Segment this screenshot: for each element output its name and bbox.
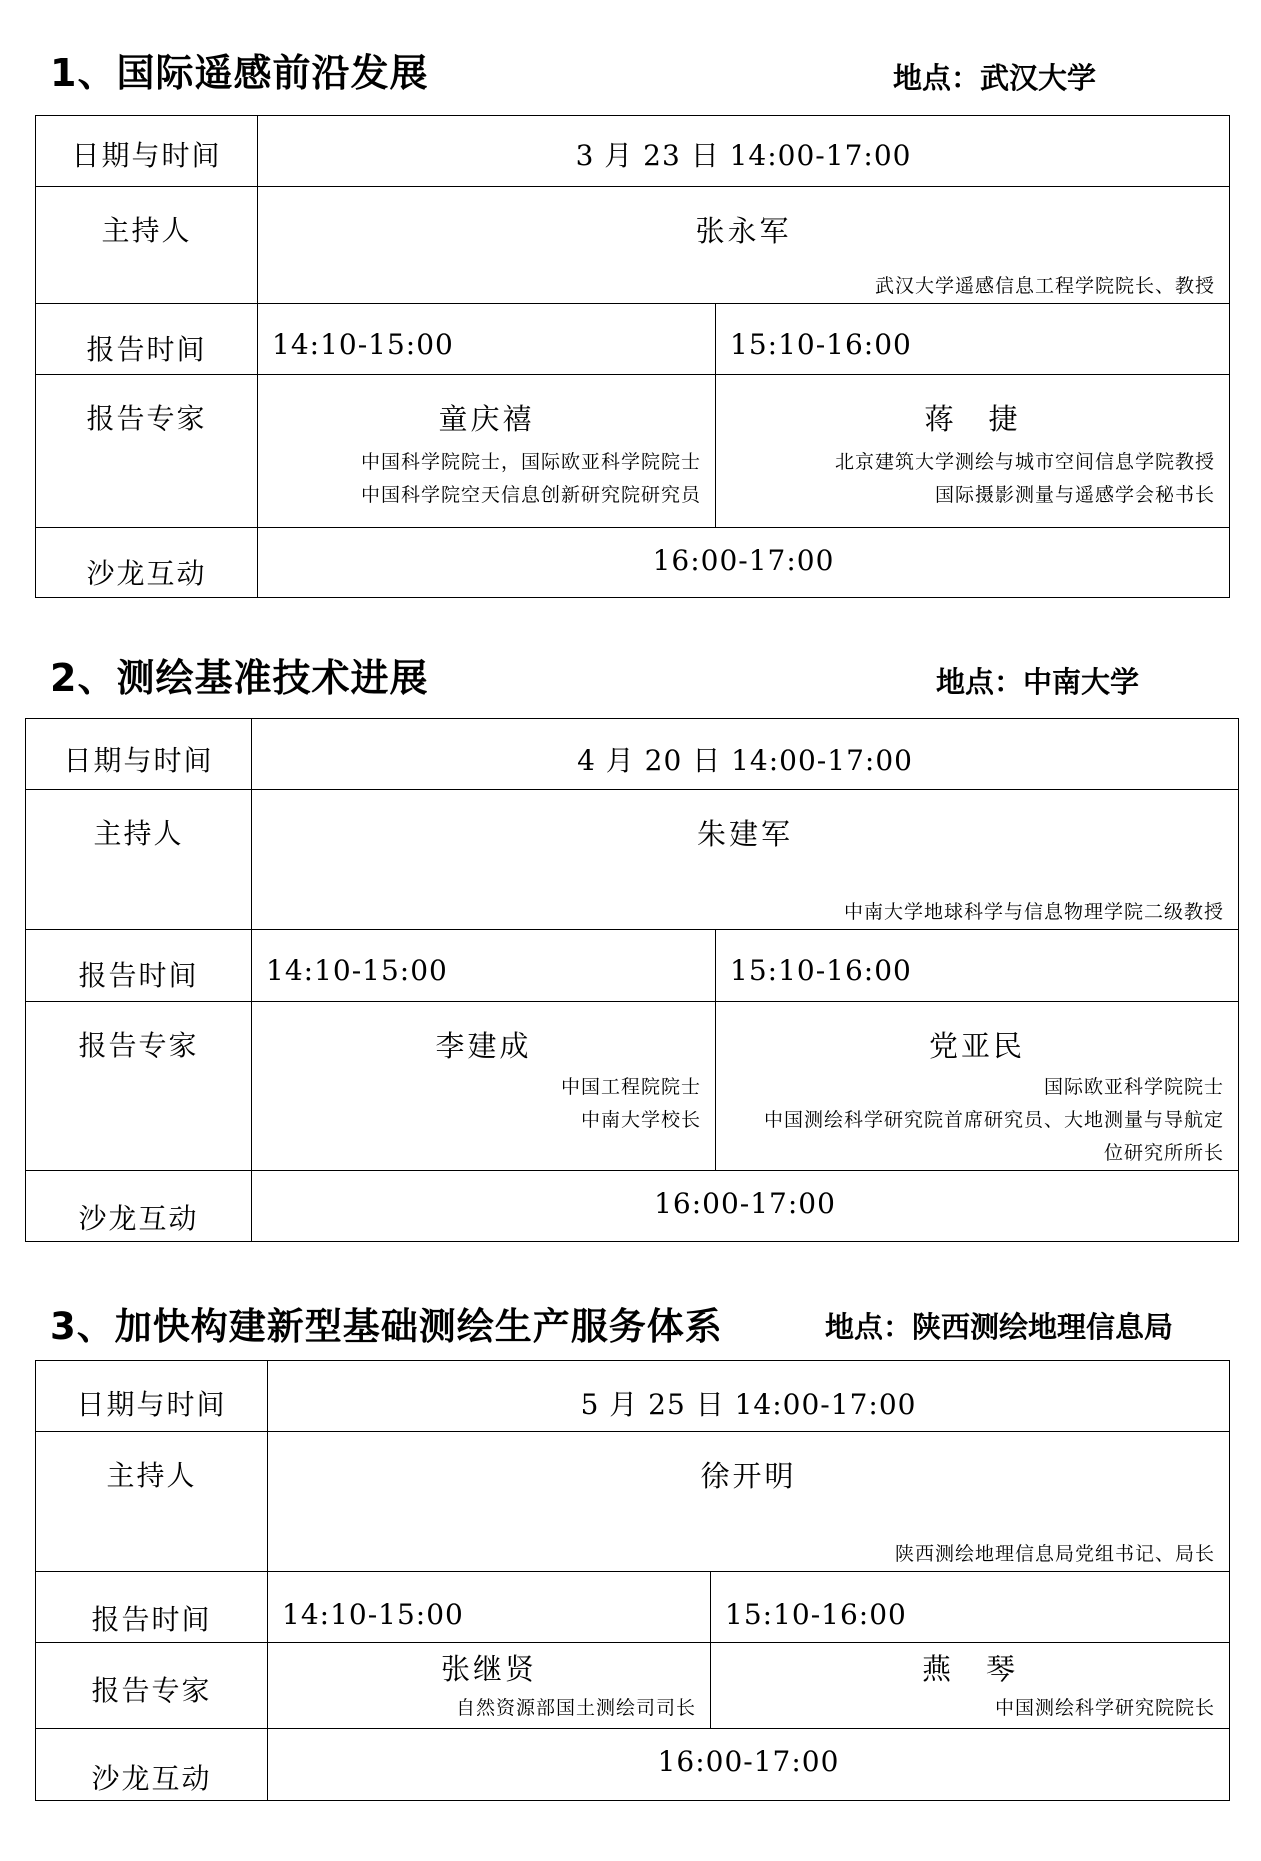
- report-slot-1: 14:10-15:00: [266, 954, 448, 987]
- date-label: 日期与时间: [76, 1388, 227, 1421]
- date-time-value: 5 月 25 日 14:00-17:00: [580, 1388, 917, 1421]
- section-2-table: [25, 718, 1239, 1242]
- expert-1-cell: [252, 1002, 716, 1171]
- section-3-location: 地点：陕西测绘地理信息局: [825, 1310, 1174, 1344]
- date-label-cell: [36, 116, 258, 187]
- report-time-label: 报告时间: [86, 333, 207, 366]
- report-time-label: 报告时间: [91, 1603, 212, 1636]
- section-2-location: 地点：中南大学: [936, 665, 1140, 699]
- host-label-cell: [36, 1432, 268, 1572]
- expert-1-affiliation: 中南大学校长: [580, 1109, 701, 1131]
- slot-1-cell: [258, 304, 716, 375]
- expert-2-affiliation: 国际摄影测量与遥感学会秘书长: [935, 484, 1216, 506]
- host-affiliation: 中南大学地球科学与信息物理学院二级教授: [844, 901, 1225, 923]
- salon-value-cell: [268, 1729, 1230, 1801]
- date-label: 日期与时间: [71, 139, 222, 172]
- experts-label-cell: [26, 1002, 252, 1171]
- date-value-cell: [252, 719, 1239, 790]
- expert-1-name: 李建成: [435, 1029, 532, 1063]
- slot-2-cell: [711, 1572, 1230, 1643]
- section-3-heading: 3、加快构建新型基础测绘生产服务体系: [50, 1305, 723, 1348]
- experts-label: 报告专家: [78, 1029, 199, 1062]
- slot-1-cell: [268, 1572, 711, 1643]
- slot-2-cell: [716, 304, 1230, 375]
- salon-label: 沙龙互动: [91, 1762, 212, 1795]
- host-name: 徐开明: [700, 1459, 797, 1493]
- host-value-cell: [252, 790, 1239, 930]
- expert-2-affiliation: 北京建筑大学测绘与城市空间信息学院教授: [835, 451, 1216, 473]
- report-slot-2: 15:10-16:00: [730, 954, 912, 987]
- host-name: 朱建军: [697, 817, 794, 851]
- expert-2-name: 党亚民: [929, 1029, 1026, 1063]
- expert-2-cell: [716, 1002, 1239, 1171]
- salon-time: 16:00-17:00: [652, 544, 835, 577]
- host-affiliation: 陕西测绘地理信息局党组书记、局长: [895, 1543, 1216, 1565]
- date-value-cell: [258, 116, 1230, 187]
- host-label: 主持人: [101, 214, 192, 247]
- date-label-cell: [36, 1361, 268, 1432]
- expert-1-affiliation: 中国工程院院士: [560, 1076, 701, 1098]
- expert-1-cell: [268, 1643, 711, 1729]
- section-3-table: [35, 1360, 1230, 1801]
- salon-label-cell: [36, 528, 258, 598]
- report-time-label-cell: [36, 304, 258, 375]
- expert-1-affiliation: 自然资源部国土测绘司司长: [455, 1697, 696, 1719]
- host-affiliation: 武汉大学遥感信息工程学院院长、教授: [875, 275, 1216, 297]
- experts-label: 报告专家: [91, 1674, 212, 1707]
- report-time-label-cell: [36, 1572, 268, 1643]
- report-slot-1: 14:10-15:00: [282, 1598, 464, 1631]
- section-1-location: 地点：武汉大学: [893, 61, 1097, 95]
- salon-time: 16:00-17:00: [657, 1745, 840, 1778]
- experts-label-cell: [36, 1643, 268, 1729]
- salon-time: 16:00-17:00: [654, 1187, 836, 1220]
- expert-2-name: 燕 琴: [922, 1652, 1019, 1686]
- report-slot-2: 15:10-16:00: [730, 328, 912, 361]
- expert-2-affiliation: 位研究所所长: [1104, 1142, 1225, 1164]
- report-slot-2: 15:10-16:00: [725, 1598, 907, 1631]
- date-time-value: 3 月 23 日 14:00-17:00: [575, 139, 912, 172]
- report-time-label-cell: [26, 930, 252, 1002]
- expert-2-cell: [711, 1643, 1230, 1729]
- host-value-cell: [258, 187, 1230, 304]
- section-2-heading: 2、测绘基准技术进展: [50, 656, 429, 700]
- section-1-table: [35, 115, 1230, 598]
- expert-2-affiliation: 中国测绘科学研究院首席研究员、大地测量与导航定: [764, 1109, 1225, 1131]
- salon-label: 沙龙互动: [86, 557, 207, 590]
- slot-2-cell: [716, 930, 1239, 1002]
- expert-2-name: 蒋 捷: [924, 402, 1021, 436]
- host-label: 主持人: [106, 1459, 197, 1492]
- expert-2-affiliation: 中国测绘科学研究院院长: [995, 1697, 1216, 1719]
- report-slot-1: 14:10-15:00: [272, 328, 454, 361]
- section-1-heading: 1、国际遥感前沿发展: [50, 51, 429, 95]
- expert-1-affiliation: 中国科学院院士，国际欧亚科学院院士: [360, 451, 701, 473]
- expert-2-affiliation: 国际欧亚科学院院士: [1044, 1076, 1225, 1098]
- expert-1-affiliation: 中国科学院空天信息创新研究院研究员: [360, 484, 701, 506]
- host-value-cell: [268, 1432, 1230, 1572]
- slot-1-cell: [252, 930, 716, 1002]
- host-name: 张永军: [695, 214, 792, 248]
- host-label-cell: [36, 187, 258, 304]
- salon-label: 沙龙互动: [78, 1202, 199, 1235]
- host-label: 主持人: [93, 817, 184, 850]
- report-time-label: 报告时间: [78, 959, 199, 992]
- expert-1-name: 张继贤: [440, 1652, 537, 1686]
- date-label: 日期与时间: [63, 744, 214, 777]
- salon-label-cell: [36, 1729, 268, 1801]
- salon-label-cell: [26, 1171, 252, 1242]
- salon-value-cell: [258, 528, 1230, 598]
- experts-label-cell: [36, 375, 258, 528]
- date-time-value: 4 月 20 日 14:00-17:00: [577, 744, 913, 777]
- host-label-cell: [26, 790, 252, 930]
- date-label-cell: [26, 719, 252, 790]
- experts-label: 报告专家: [86, 402, 207, 435]
- expert-2-cell: [716, 375, 1230, 528]
- date-value-cell: [268, 1361, 1230, 1432]
- salon-value-cell: [252, 1171, 1239, 1242]
- expert-1-name: 童庆禧: [438, 402, 535, 436]
- expert-1-cell: [258, 375, 716, 528]
